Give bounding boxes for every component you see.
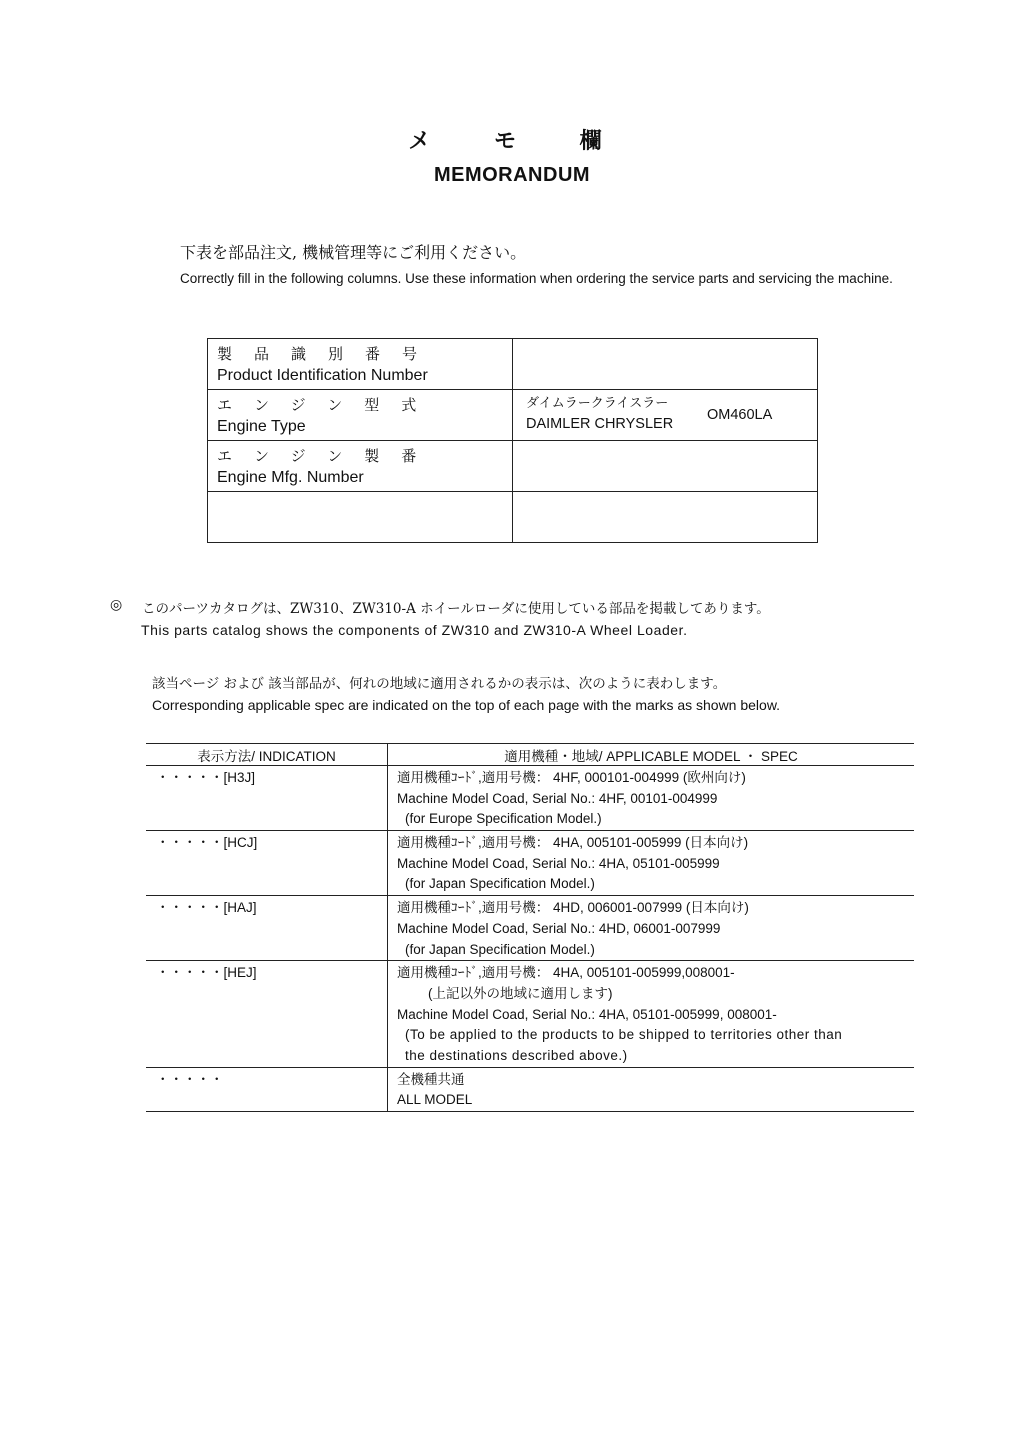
page-title-jp: メ モ 欄	[408, 128, 630, 154]
indication-mark: ・・・・・[HCJ]	[156, 835, 258, 851]
maker-en: DAIMLER CHRYSLER	[526, 416, 674, 432]
model-cell	[388, 961, 915, 1067]
table-row	[146, 896, 914, 961]
model-line: Machine Model Coad, Serial No.: 4HA, 05101-005999, 008001-	[397, 1006, 777, 1022]
indication-cell	[146, 961, 388, 1067]
label-jp: エンジン型式	[217, 396, 439, 414]
model-line: Machine Model Coad, Serial No.: 4HF, 00101-004999	[397, 790, 718, 806]
model-cell	[388, 766, 915, 831]
model-line: 全機種共通	[397, 1071, 465, 1087]
model-line: 適用機種ｺｰﾄﾞ,適用号機： 4HD, 006001-007999 (日本向け)	[397, 900, 749, 916]
engine-model: OM460LA	[707, 407, 773, 423]
label-jp: エンジン製番	[217, 447, 439, 465]
table-row	[208, 339, 818, 390]
label-en: Engine Mfg. Number	[217, 469, 364, 486]
indication-cell	[146, 1067, 388, 1111]
table-row	[208, 492, 818, 543]
label-jp: 製品識別番号	[217, 345, 440, 363]
label-cell	[208, 441, 513, 492]
label-en: Product Identification Number	[217, 367, 428, 384]
value-cell	[513, 339, 818, 390]
indication-mark: ・・・・・	[156, 1071, 224, 1087]
indication-cell	[146, 766, 388, 831]
indication-mark: ・・・・・[HEJ]	[156, 965, 257, 981]
model-line: (for Europe Specification Model.)	[405, 811, 602, 827]
model-line: (上記以外の地域に適用します)	[428, 985, 613, 1001]
label-en: Engine Type	[217, 418, 306, 435]
model-line: (for Japan Specification Model.)	[405, 941, 595, 957]
table-row	[146, 831, 914, 896]
maker-jp: ダイムラークライスラー	[526, 396, 669, 411]
value-cell	[513, 390, 818, 441]
model-line: Machine Model Coad, Serial No.: 4HD, 06001-007999	[397, 920, 721, 936]
spec-table	[146, 743, 914, 1112]
spec-note-jp: 該当ページ および 該当部品が、何れの地域に適用されるかの表示は、次のように表わします。	[152, 676, 727, 692]
bullet-mark: ◎	[110, 597, 123, 613]
intro-text-jp: 下表を部品注文, 機械管理等にご利用ください。	[180, 243, 527, 262]
column-header-indication: 表示方法/ INDICATION	[146, 744, 388, 766]
intro-text: Correctly fill in the following columns. Use these information when ordering the service parts and servicing the machine.	[180, 271, 893, 286]
spec-note: Corresponding applicable spec are indicated on the top of each page with the marks as shown below.	[152, 697, 781, 713]
model-line: ALL MODEL	[397, 1092, 473, 1108]
model-line: 適用機種ｺｰﾄﾞ,適用号機： 4HF, 000101-004999 (欧州向け)	[397, 770, 746, 785]
value-cell	[513, 441, 818, 492]
model-line: Machine Model Coad, Serial No.: 4HA, 05101-005999	[397, 855, 720, 871]
model-cell	[388, 1067, 915, 1111]
model-line: (for Japan Specification Model.)	[405, 876, 595, 892]
model-line: 適用機種ｺｰﾄﾞ,適用号機： 4HA, 005101-005999 (日本向け)	[397, 835, 749, 851]
page-title: MEMORANDUM	[433, 164, 591, 186]
value-cell	[513, 492, 818, 543]
label-cell	[208, 390, 513, 441]
label-cell	[208, 492, 513, 543]
indication-mark: ・・・・・[HAJ]	[156, 900, 257, 916]
table-header-row	[146, 744, 914, 766]
table-row	[208, 390, 818, 441]
catalog-note-jp: このパーツカタログは、ZW310、ZW310-A ホイールローダに使用している部品を掲載してあります。	[142, 601, 770, 617]
indication-cell	[146, 831, 388, 896]
table-row	[146, 1067, 914, 1111]
column-header-model: 適用機種・地域/ APPLICABLE MODEL ・ SPEC	[388, 744, 915, 766]
model-line: (To be applied to the products to be shipped to territories other than	[405, 1027, 843, 1043]
model-cell	[388, 896, 915, 961]
indication-mark: ・・・・・[H3J]	[156, 770, 256, 785]
model-cell	[388, 831, 915, 896]
indication-cell	[146, 896, 388, 961]
table-row	[146, 961, 914, 1067]
catalog-note: This parts catalog shows the components of ZW310 and ZW310-A Wheel Loader.	[141, 622, 688, 638]
table-row	[208, 441, 818, 492]
model-line: the destinations described above.)	[405, 1047, 628, 1063]
table-row	[146, 766, 914, 831]
model-line: 適用機種ｺｰﾄﾞ,適用号機： 4HA, 005101-005999,008001-	[397, 965, 735, 981]
label-cell	[208, 339, 513, 390]
identification-table	[207, 338, 818, 543]
